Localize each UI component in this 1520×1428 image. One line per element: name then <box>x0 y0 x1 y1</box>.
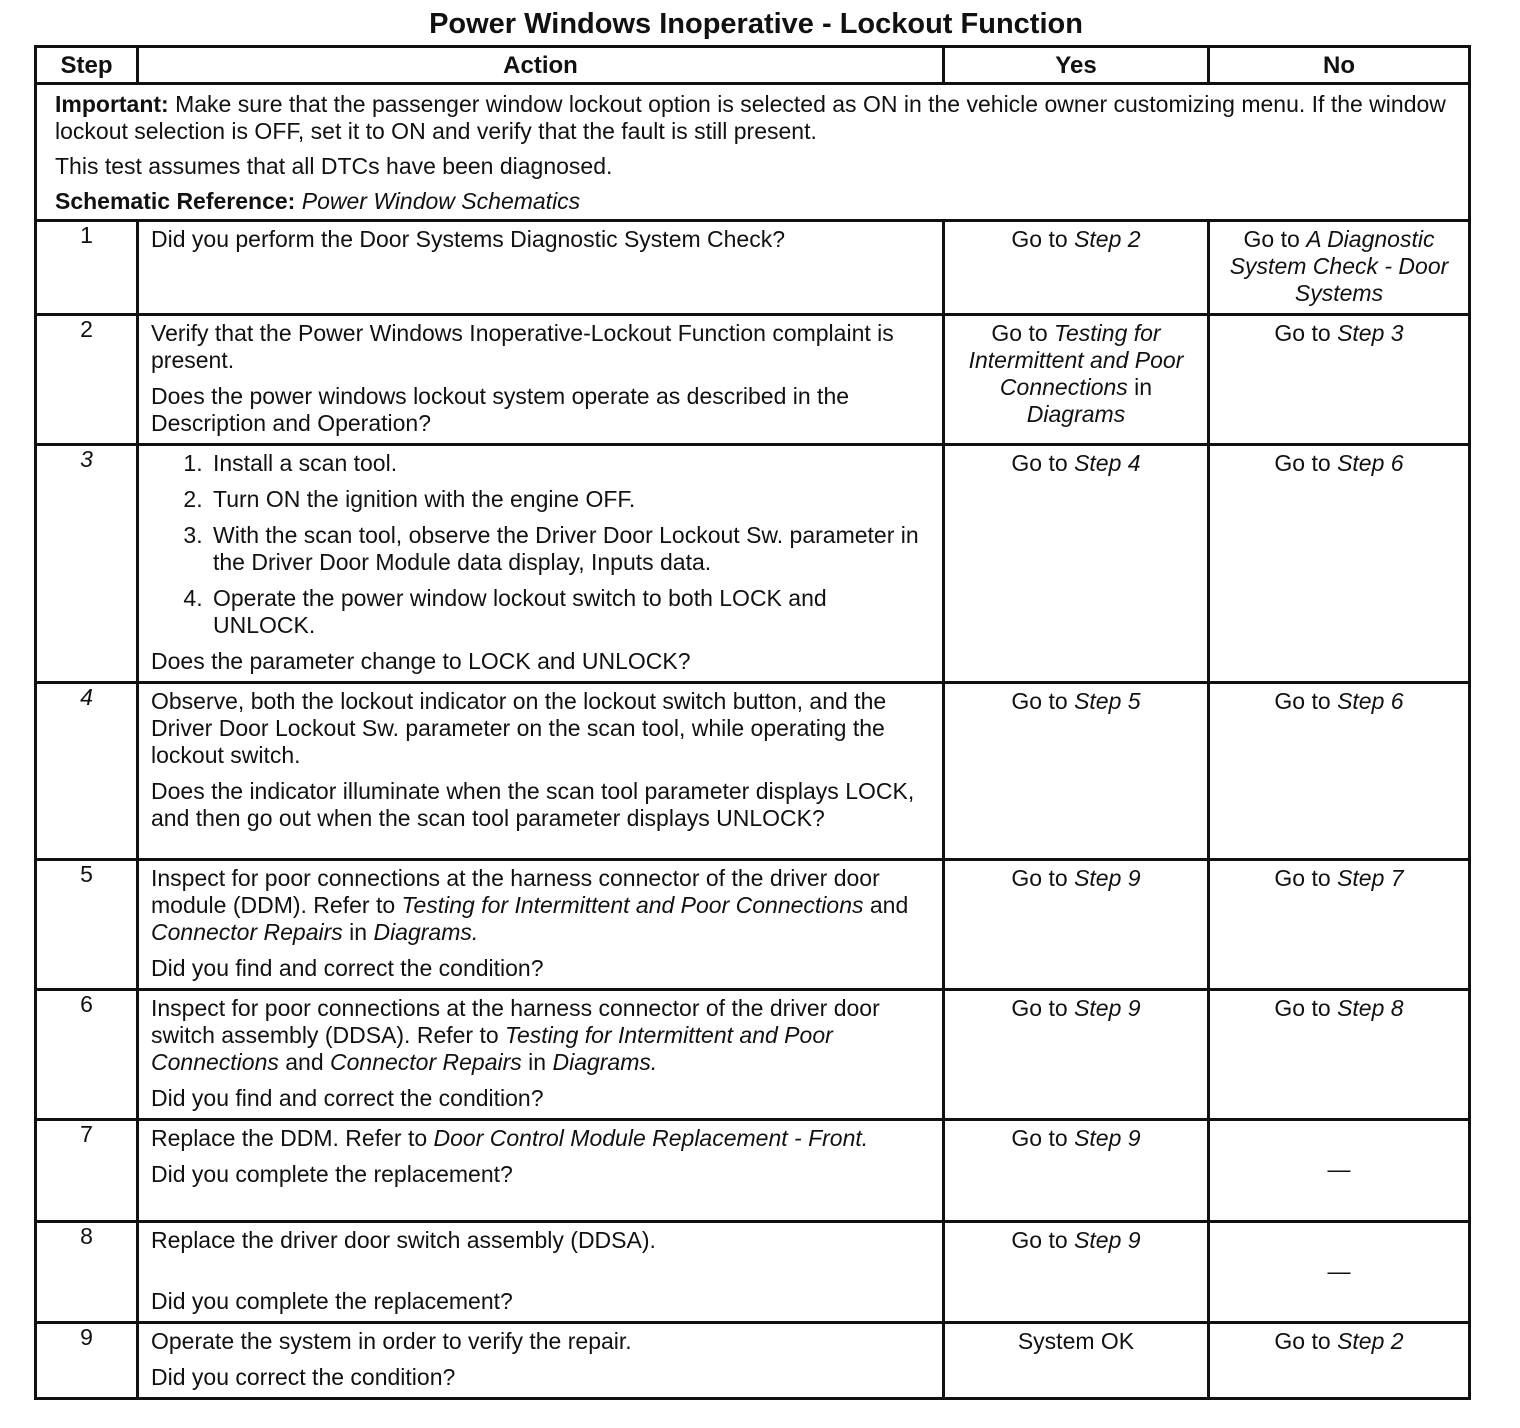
refer-text: Refer to <box>338 1125 434 1151</box>
goto-text: Go to <box>1011 450 1075 476</box>
door-module-replacement-link[interactable]: Door Control Module Replacement - Front. <box>433 1125 869 1151</box>
step-instruction: Verify that the Power Windows Inoperative-Lockout Function complaint is present. <box>151 320 894 373</box>
action-cell <box>138 445 944 683</box>
step-question: Did you perform the Door Systems Diagnostic System Check? <box>151 226 786 252</box>
table-row <box>36 445 1470 683</box>
step-number: 5 <box>36 860 138 990</box>
info-cell <box>36 84 1470 221</box>
in-text: in <box>342 919 374 945</box>
header-step: Step <box>36 47 138 84</box>
system-ok-text: System OK <box>1017 1328 1135 1354</box>
table-row <box>36 990 1470 1120</box>
step-number: 2 <box>36 315 138 445</box>
testing-link[interactable]: Testing for Intermittent and Poor Connections <box>401 892 864 918</box>
step-question: Does the parameter change to LOCK and UNLOCK? <box>151 648 691 674</box>
action-cell <box>138 221 944 315</box>
action-cell <box>138 860 944 990</box>
goto-text: Go to <box>1011 688 1075 714</box>
step-link[interactable]: Step 9 <box>1074 1227 1141 1253</box>
table-row <box>36 1323 1470 1399</box>
action-cell <box>138 315 944 445</box>
table-row <box>36 860 1470 990</box>
step-instruction <box>151 1125 932 1152</box>
action-cell <box>138 1323 944 1399</box>
assumption-note: This test assumes that all DTCs have been diagnosed. <box>55 153 613 179</box>
step-link[interactable]: Step 7 <box>1337 865 1404 891</box>
header-yes: Yes <box>944 47 1209 84</box>
step-question: Did you complete the replacement? <box>151 1288 513 1314</box>
step-question: Did you find and correct the condition? <box>151 955 544 981</box>
no-cell <box>1209 445 1470 683</box>
connector-repairs-link[interactable]: Connector Repairs <box>151 919 343 945</box>
and-text: and <box>278 1049 331 1075</box>
no-cell <box>1209 1120 1470 1222</box>
testing-link[interactable]: Testing for Intermittent and Poor Connections <box>968 320 1184 400</box>
and-text: and <box>863 892 909 918</box>
step-question: Did you find and correct the condition? <box>151 1085 544 1111</box>
goto-text: Go to <box>1011 1227 1075 1253</box>
goto-text: Go to <box>1011 865 1075 891</box>
yes-cell <box>944 445 1209 683</box>
step-instruction <box>151 995 932 1076</box>
table-row <box>36 1222 1470 1323</box>
table-row <box>36 683 1470 860</box>
instruction-text: Inspect for poor connections at the harness connector of the driver door switch assembly (DDSA). <box>151 995 880 1048</box>
yes-cell <box>944 315 1209 445</box>
step-question: Does the indicator illuminate when the scan tool parameter displays LOCK, and then go out when the scan tool parameter displays UNLOCK? <box>151 778 915 831</box>
instruction-list <box>151 450 932 639</box>
yes-cell <box>944 1222 1209 1323</box>
goto-text: Go to <box>1274 450 1338 476</box>
header-action: Action <box>138 47 944 84</box>
step-link[interactable]: Step 2 <box>1337 1328 1404 1354</box>
header-no: No <box>1209 47 1470 84</box>
instruction-text: Replace the DDM. <box>151 1125 339 1151</box>
goto-text: Go to <box>1011 1125 1075 1151</box>
goto-text: Go to <box>1274 320 1338 346</box>
list-item: 3. With the scan tool, observe the Driver Door Lockout Sw. parameter in the Driver Door Module data display, Inputs data. <box>209 522 932 576</box>
step-number: 9 <box>36 1323 138 1399</box>
action-cell <box>138 683 944 860</box>
step-question: Does the power windows lockout system operate as described in the Description and Operation? <box>151 383 850 436</box>
schematic-label: Schematic Reference: <box>55 188 296 214</box>
schematic-reference <box>55 188 1450 215</box>
yes-cell <box>944 683 1209 860</box>
step-number: 7 <box>36 1120 138 1222</box>
diagnostic-table <box>34 45 1471 1400</box>
testing-link[interactable]: Testing for Intermittent and Poor Connections <box>151 1022 833 1075</box>
step-instruction: Observe, both the lockout indicator on the lockout switch button, and the Driver Door Lockout Sw. parameter on the scan tool, while operating the lockout switch. <box>151 688 887 768</box>
step-link[interactable]: Step 4 <box>1074 450 1141 476</box>
goto-text: Go to <box>1274 865 1338 891</box>
action-cell <box>138 1222 944 1323</box>
step-number: 1 <box>36 221 138 315</box>
step-question: Did you complete the replacement? <box>151 1161 513 1187</box>
step-link[interactable]: Step 2 <box>1074 226 1141 252</box>
list-item: 4. Operate the power window lockout switch to both LOCK and UNLOCK. <box>209 585 932 639</box>
step-link[interactable]: Step 6 <box>1337 688 1404 714</box>
page-title: Power Windows Inoperative - Lockout Function <box>429 8 1083 40</box>
step-link[interactable]: Step 9 <box>1074 865 1141 891</box>
goto-text: Go to <box>1274 1328 1338 1354</box>
diagnostic-check-link[interactable]: A Diagnostic System Check - Door Systems <box>1229 226 1449 306</box>
action-cell <box>138 1120 944 1222</box>
dash-text: — <box>1327 1257 1351 1284</box>
step-link[interactable]: Step 8 <box>1337 995 1404 1021</box>
step-link[interactable]: Step 5 <box>1074 688 1141 714</box>
table-row <box>36 315 1470 445</box>
yes-cell <box>944 860 1209 990</box>
goto-text: Go to <box>1011 226 1075 252</box>
list-item: 2. Turn ON the ignition with the engine OFF. <box>209 486 932 513</box>
instruction-text: Inspect for poor connections at the harness connector of the driver door module (DDM). <box>151 865 880 918</box>
diagrams-link[interactable]: Diagrams. <box>373 919 479 945</box>
step-instruction: Replace the driver door switch assembly (DDSA). <box>151 1227 656 1253</box>
no-cell <box>1209 315 1470 445</box>
action-cell <box>138 990 944 1120</box>
goto-text: Go to <box>991 320 1055 346</box>
important-note <box>55 91 1450 145</box>
step-link[interactable]: Step 3 <box>1337 320 1404 346</box>
goto-text: Go to <box>1243 226 1307 252</box>
step-number: 8 <box>36 1222 138 1323</box>
step-number: 6 <box>36 990 138 1120</box>
dash-text: — <box>1327 1156 1351 1182</box>
diagrams-link[interactable]: Diagrams. <box>552 1049 658 1075</box>
table-row <box>36 1120 1470 1222</box>
connector-repairs-link[interactable]: Connector Repairs <box>330 1049 522 1075</box>
no-cell <box>1209 683 1470 860</box>
step-instruction: Operate the system in order to verify the repair. <box>151 1328 632 1354</box>
diagrams-link[interactable]: Diagrams <box>1026 401 1126 427</box>
step-number: 3 <box>36 445 138 683</box>
in-text: in <box>1127 374 1153 400</box>
important-label: Important: <box>55 91 169 117</box>
goto-text: Go to <box>1274 995 1338 1021</box>
no-cell <box>1209 221 1470 315</box>
step-link[interactable]: Step 9 <box>1074 995 1141 1021</box>
list-item: 1. Install a scan tool. <box>209 450 932 477</box>
no-cell <box>1209 990 1470 1120</box>
schematic-link[interactable]: Power Window Schematics <box>301 188 581 214</box>
refer-text: Refer to <box>410 1022 506 1048</box>
step-question: Did you correct the condition? <box>151 1364 456 1390</box>
table-row <box>36 221 1470 315</box>
table-header-row <box>36 47 1470 84</box>
no-cell <box>1209 860 1470 990</box>
yes-cell <box>944 990 1209 1120</box>
important-text: Make sure that the passenger window lockout option is selected as ON in the vehicle owner customizing menu. If the window lockout selection is OFF, set it to ON and verify that the fault is still present. <box>55 91 1446 144</box>
step-link[interactable]: Step 6 <box>1337 450 1404 476</box>
yes-cell <box>944 1323 1209 1399</box>
yes-cell <box>944 221 1209 315</box>
yes-cell <box>944 1120 1209 1222</box>
refer-text: Refer to <box>306 892 402 918</box>
no-cell <box>1209 1222 1470 1323</box>
goto-text: Go to <box>1011 995 1075 1021</box>
step-number: 4 <box>36 683 138 860</box>
step-link[interactable]: Step 9 <box>1074 1125 1141 1151</box>
step-instruction <box>151 865 932 946</box>
info-row <box>36 84 1470 221</box>
no-cell <box>1209 1323 1470 1399</box>
goto-text: Go to <box>1274 688 1338 714</box>
in-text: in <box>521 1049 553 1075</box>
